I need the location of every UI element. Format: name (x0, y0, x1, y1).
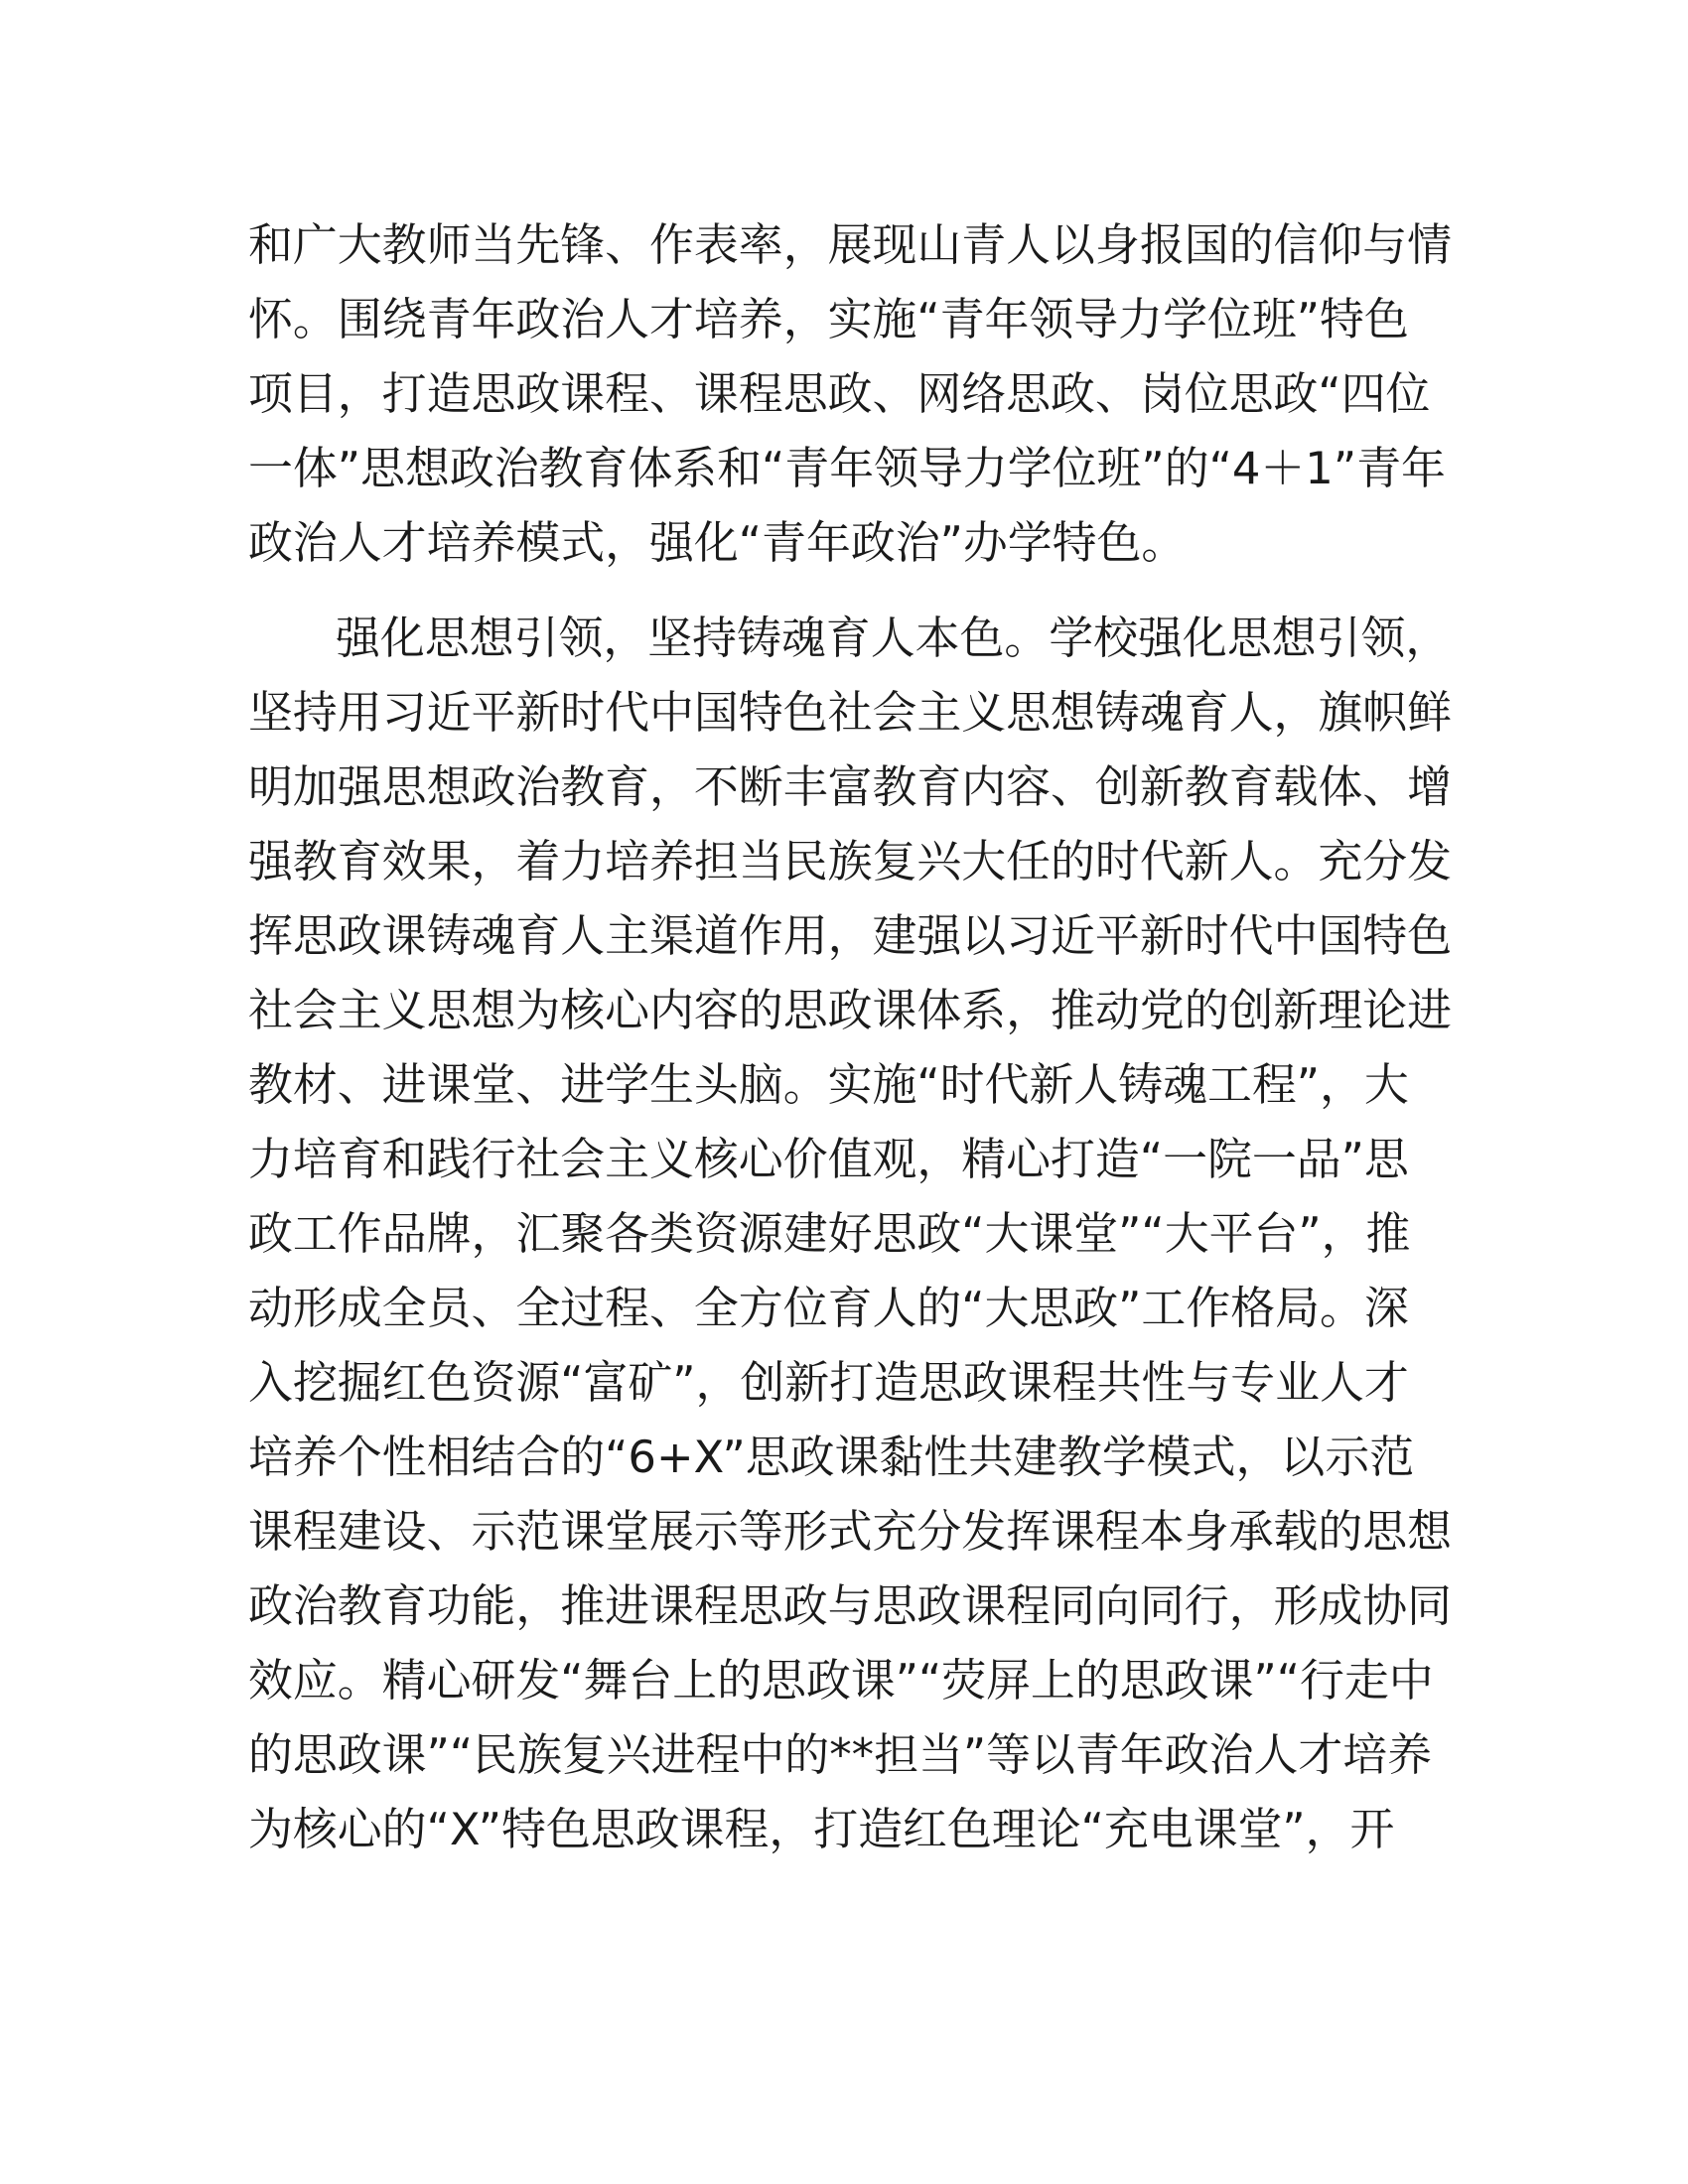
text-line-first: 强化思想引领，坚持铸魂育人本色。学校强化思想引领， (336, 612, 1451, 664)
text-line: 效应。精心研发“舞台上的思政课”“荧屏上的思政课”“行走中 (248, 1654, 1434, 1706)
text-line: 政治教育功能，推进课程思政与思政课程同向同行，形成协同 (248, 1579, 1453, 1632)
text-line: 政治人才培养模式，强化“青年政治”办学特色。 (248, 516, 1187, 569)
text-line: 和广大教师当先锋、作表率，展现山青人以身报国的信仰与情 (248, 218, 1453, 271)
text-line: 政工作品牌，汇聚各类资源建好思政“大课堂”“大平台”，推 (248, 1207, 1411, 1260)
text-line: 怀。围绕青年政治人才培养，实施“青年领导力学位班”特色 (248, 293, 1409, 345)
text-line: 强教育效果，着力培养担当民族复兴大任的时代新人。充分发 (248, 835, 1453, 887)
text-line: 项目，打造思政课程、课程思政、网络思政、岗位思政“四位 (248, 367, 1431, 420)
text-line: 坚持用习近平新时代中国特色社会主义思想铸魂育人，旗帜鲜 (248, 686, 1453, 739)
text-line: 课程建设、示范课堂展示等形式充分发挥课程本身承载的思想 (248, 1505, 1453, 1558)
text-line: 明加强思想政治教育，不断丰富教育内容、创新教育载体、增 (248, 760, 1453, 813)
text-line: 入挖掘红色资源“富矿”，创新打造思政课程共性与专业人才 (248, 1356, 1409, 1409)
text-line: 挥思政课铸魂育人主渠道作用，建强以习近平新时代中国特色 (248, 909, 1453, 962)
paragraph-1 (248, 207, 1453, 580)
text-line: 的思政课”“民族复兴进程中的**担当”等以青年政治人才培养 (248, 1728, 1433, 1781)
text-line: 培养个性相结合的“6+X”思政课黏性共建教学模式，以示范 (248, 1431, 1415, 1483)
text-line: 力培育和践行社会主义核心价值观，精心打造“一院一品”思 (248, 1133, 1409, 1185)
text-line: 社会主义思想为核心内容的思政课体系，推动党的创新理论进 (248, 984, 1453, 1036)
text-line: 为核心的“X”特色思政课程，打造红色理论“充电课堂”，开 (248, 1803, 1395, 1855)
text-line: 动形成全员、全过程、全方位育人的“大思政”工作格局。深 (248, 1282, 1409, 1334)
text-line: 教材、进课堂、进学生头脑。实施“时代新人铸魂工程”，大 (248, 1058, 1409, 1111)
paragraph-2 (248, 601, 1453, 1866)
text-line: 一体”思想政治教育体系和“青年领导力学位班”的“4＋1”青年 (248, 442, 1446, 494)
